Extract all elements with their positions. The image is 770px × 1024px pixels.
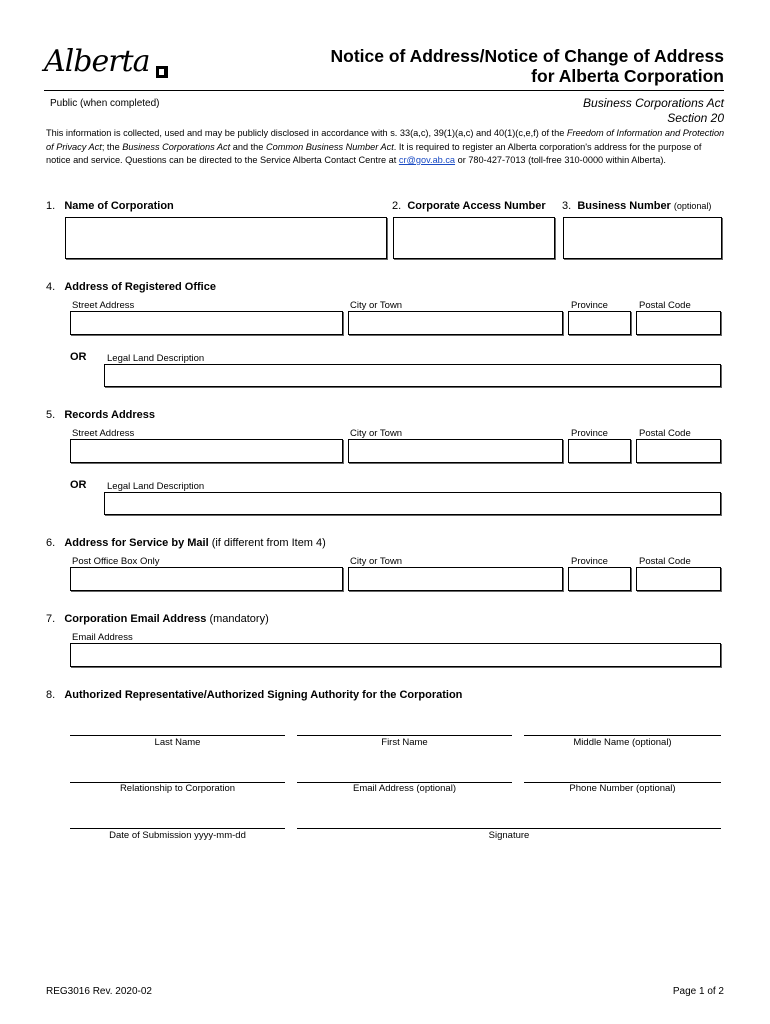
s5-province-field[interactable] bbox=[568, 439, 631, 463]
intro-text-1: This information is collected, used and may be publicly disclosed in accordance with s. 33(a,c), 39(1)(a,c) and 40(1)(c,e,f) of the bbox=[46, 128, 567, 138]
section-number: 5. bbox=[46, 409, 56, 421]
form-id: REG3016 Rev. 2020-02 bbox=[46, 986, 152, 997]
s6-province-field[interactable] bbox=[568, 567, 631, 591]
s5-street-field[interactable] bbox=[70, 439, 343, 463]
middle-name-line[interactable] bbox=[524, 735, 721, 736]
signature-caption: Signature bbox=[488, 830, 530, 841]
s4-postal-label: Postal Code bbox=[639, 300, 691, 311]
s4-city-field[interactable] bbox=[348, 311, 563, 335]
first-name-line[interactable] bbox=[297, 735, 512, 736]
last-name-caption: Last Name bbox=[154, 737, 201, 748]
s5-postal-field[interactable] bbox=[636, 439, 721, 463]
intro-text-2: ; the bbox=[101, 141, 123, 152]
corporation-name-field[interactable] bbox=[65, 217, 387, 259]
s4-postal-field[interactable] bbox=[636, 311, 721, 335]
act-reference bbox=[583, 96, 724, 126]
section-8-heading bbox=[46, 689, 462, 702]
date-line[interactable] bbox=[70, 828, 285, 829]
section-4-heading bbox=[46, 281, 216, 294]
s5-city-field[interactable] bbox=[348, 439, 563, 463]
section-label: Corporate Access Number bbox=[407, 200, 546, 212]
section-1-heading bbox=[46, 200, 174, 213]
intro-text-5: or 780-427-7013 (toll-free 310-0000 within Alberta). bbox=[455, 155, 666, 165]
section-label: Address for Service by Mail bbox=[64, 537, 209, 549]
section-label: Records Address bbox=[64, 409, 156, 421]
section-2-heading bbox=[392, 200, 546, 213]
section-3-heading bbox=[562, 200, 711, 213]
corporation-email-field[interactable] bbox=[70, 643, 721, 667]
intro-bca: Business Corporations Act bbox=[122, 141, 231, 152]
section-number: 4. bbox=[46, 281, 56, 293]
s6-pobox-label: Post Office Box Only bbox=[72, 556, 160, 567]
logo-flag-icon bbox=[156, 66, 168, 78]
section-note: (mandatory) bbox=[209, 613, 269, 625]
section-6-heading bbox=[46, 537, 326, 550]
section-label: Address of Registered Office bbox=[64, 281, 216, 293]
s6-city-field[interactable] bbox=[348, 567, 563, 591]
intro-text-3: and the bbox=[230, 141, 266, 152]
rep-email-caption: Email Address (optional) bbox=[353, 783, 456, 794]
s4-land-label: Legal Land Description bbox=[107, 353, 205, 364]
optional-note: (optional) bbox=[673, 201, 712, 211]
last-name-line[interactable] bbox=[70, 735, 285, 736]
section-number: 7. bbox=[46, 613, 56, 625]
phone-caption: Phone Number (optional) bbox=[569, 783, 676, 794]
first-name-caption: First Name bbox=[381, 737, 428, 748]
page-number: Page 1 of 2 bbox=[672, 986, 724, 997]
s4-province-label: Province bbox=[571, 300, 608, 311]
section-note: (if different from Item 4) bbox=[211, 537, 326, 549]
corporate-access-number-field[interactable] bbox=[393, 217, 555, 259]
s6-postal-label: Postal Code bbox=[639, 556, 691, 567]
section-number: 3. bbox=[562, 200, 572, 212]
s4-street-label: Street Address bbox=[72, 300, 135, 311]
intro-foip-act: Freedom of Information and Protection of Privacy Act bbox=[46, 128, 725, 152]
s5-postal-label: Postal Code bbox=[639, 428, 691, 439]
section-label: Business Number bbox=[577, 200, 671, 212]
s6-province-label: Province bbox=[571, 556, 608, 567]
s4-or-label bbox=[70, 351, 87, 364]
s6-postal-field[interactable] bbox=[636, 567, 721, 591]
section-7-heading bbox=[46, 613, 269, 626]
section-label: Name of Corporation bbox=[64, 200, 174, 212]
intro-text-4: . It is required to register an Alberta corporation's address for the purpose of notice and service. Questions can be directed to the Service Alberta Contact Centre at bbox=[46, 141, 702, 165]
public-note: Public (when completed) bbox=[50, 98, 160, 109]
s4-province-field[interactable] bbox=[568, 311, 631, 335]
section-5-heading bbox=[46, 409, 155, 422]
contact-email-link[interactable]: cr@gov.ab.ca bbox=[398, 155, 456, 165]
header-divider bbox=[44, 90, 724, 91]
middle-name-caption: Middle Name (optional) bbox=[573, 737, 672, 748]
section-number: 6. bbox=[46, 537, 56, 549]
alberta-logo bbox=[44, 42, 174, 90]
form-title bbox=[331, 46, 724, 86]
relationship-caption: Relationship to Corporation bbox=[119, 783, 236, 794]
intro-cbna: Common Business Number Act bbox=[265, 141, 394, 152]
logo-wordmark: Alberta bbox=[44, 44, 150, 79]
s5-land-label: Legal Land Description bbox=[107, 481, 205, 492]
business-number-field[interactable] bbox=[563, 217, 722, 259]
s7-email-label: Email Address bbox=[72, 632, 133, 643]
privacy-notice bbox=[46, 127, 726, 168]
or-text: OR bbox=[70, 479, 87, 491]
s4-street-field[interactable] bbox=[70, 311, 343, 335]
act-section: Section 20 bbox=[667, 111, 724, 125]
s5-street-label: Street Address bbox=[72, 428, 135, 439]
act-name: Business Corporations Act bbox=[583, 96, 724, 110]
signature-line[interactable] bbox=[297, 828, 721, 829]
section-number: 2. bbox=[392, 200, 402, 212]
s5-land-field[interactable] bbox=[104, 492, 721, 515]
s4-city-label: City or Town bbox=[350, 300, 403, 311]
title-line-1: Notice of Address/Notice of Change of Address bbox=[330, 46, 724, 66]
s6-city-label: City or Town bbox=[350, 556, 403, 567]
section-label: Corporation Email Address bbox=[64, 613, 207, 625]
s6-pobox-field[interactable] bbox=[70, 567, 343, 591]
s5-province-label: Province bbox=[571, 428, 608, 439]
date-caption: Date of Submission yyyy-mm-dd bbox=[109, 830, 246, 841]
s5-or-label bbox=[70, 479, 87, 492]
title-line-2: for Alberta Corporation bbox=[531, 66, 724, 86]
section-label: Authorized Representative/Authorized Signing Authority for the Corporation bbox=[64, 689, 463, 701]
s5-city-label: City or Town bbox=[350, 428, 403, 439]
section-number: 8. bbox=[46, 689, 56, 701]
or-text: OR bbox=[70, 351, 87, 363]
section-number: 1. bbox=[46, 200, 56, 212]
s4-land-field[interactable] bbox=[104, 364, 721, 387]
